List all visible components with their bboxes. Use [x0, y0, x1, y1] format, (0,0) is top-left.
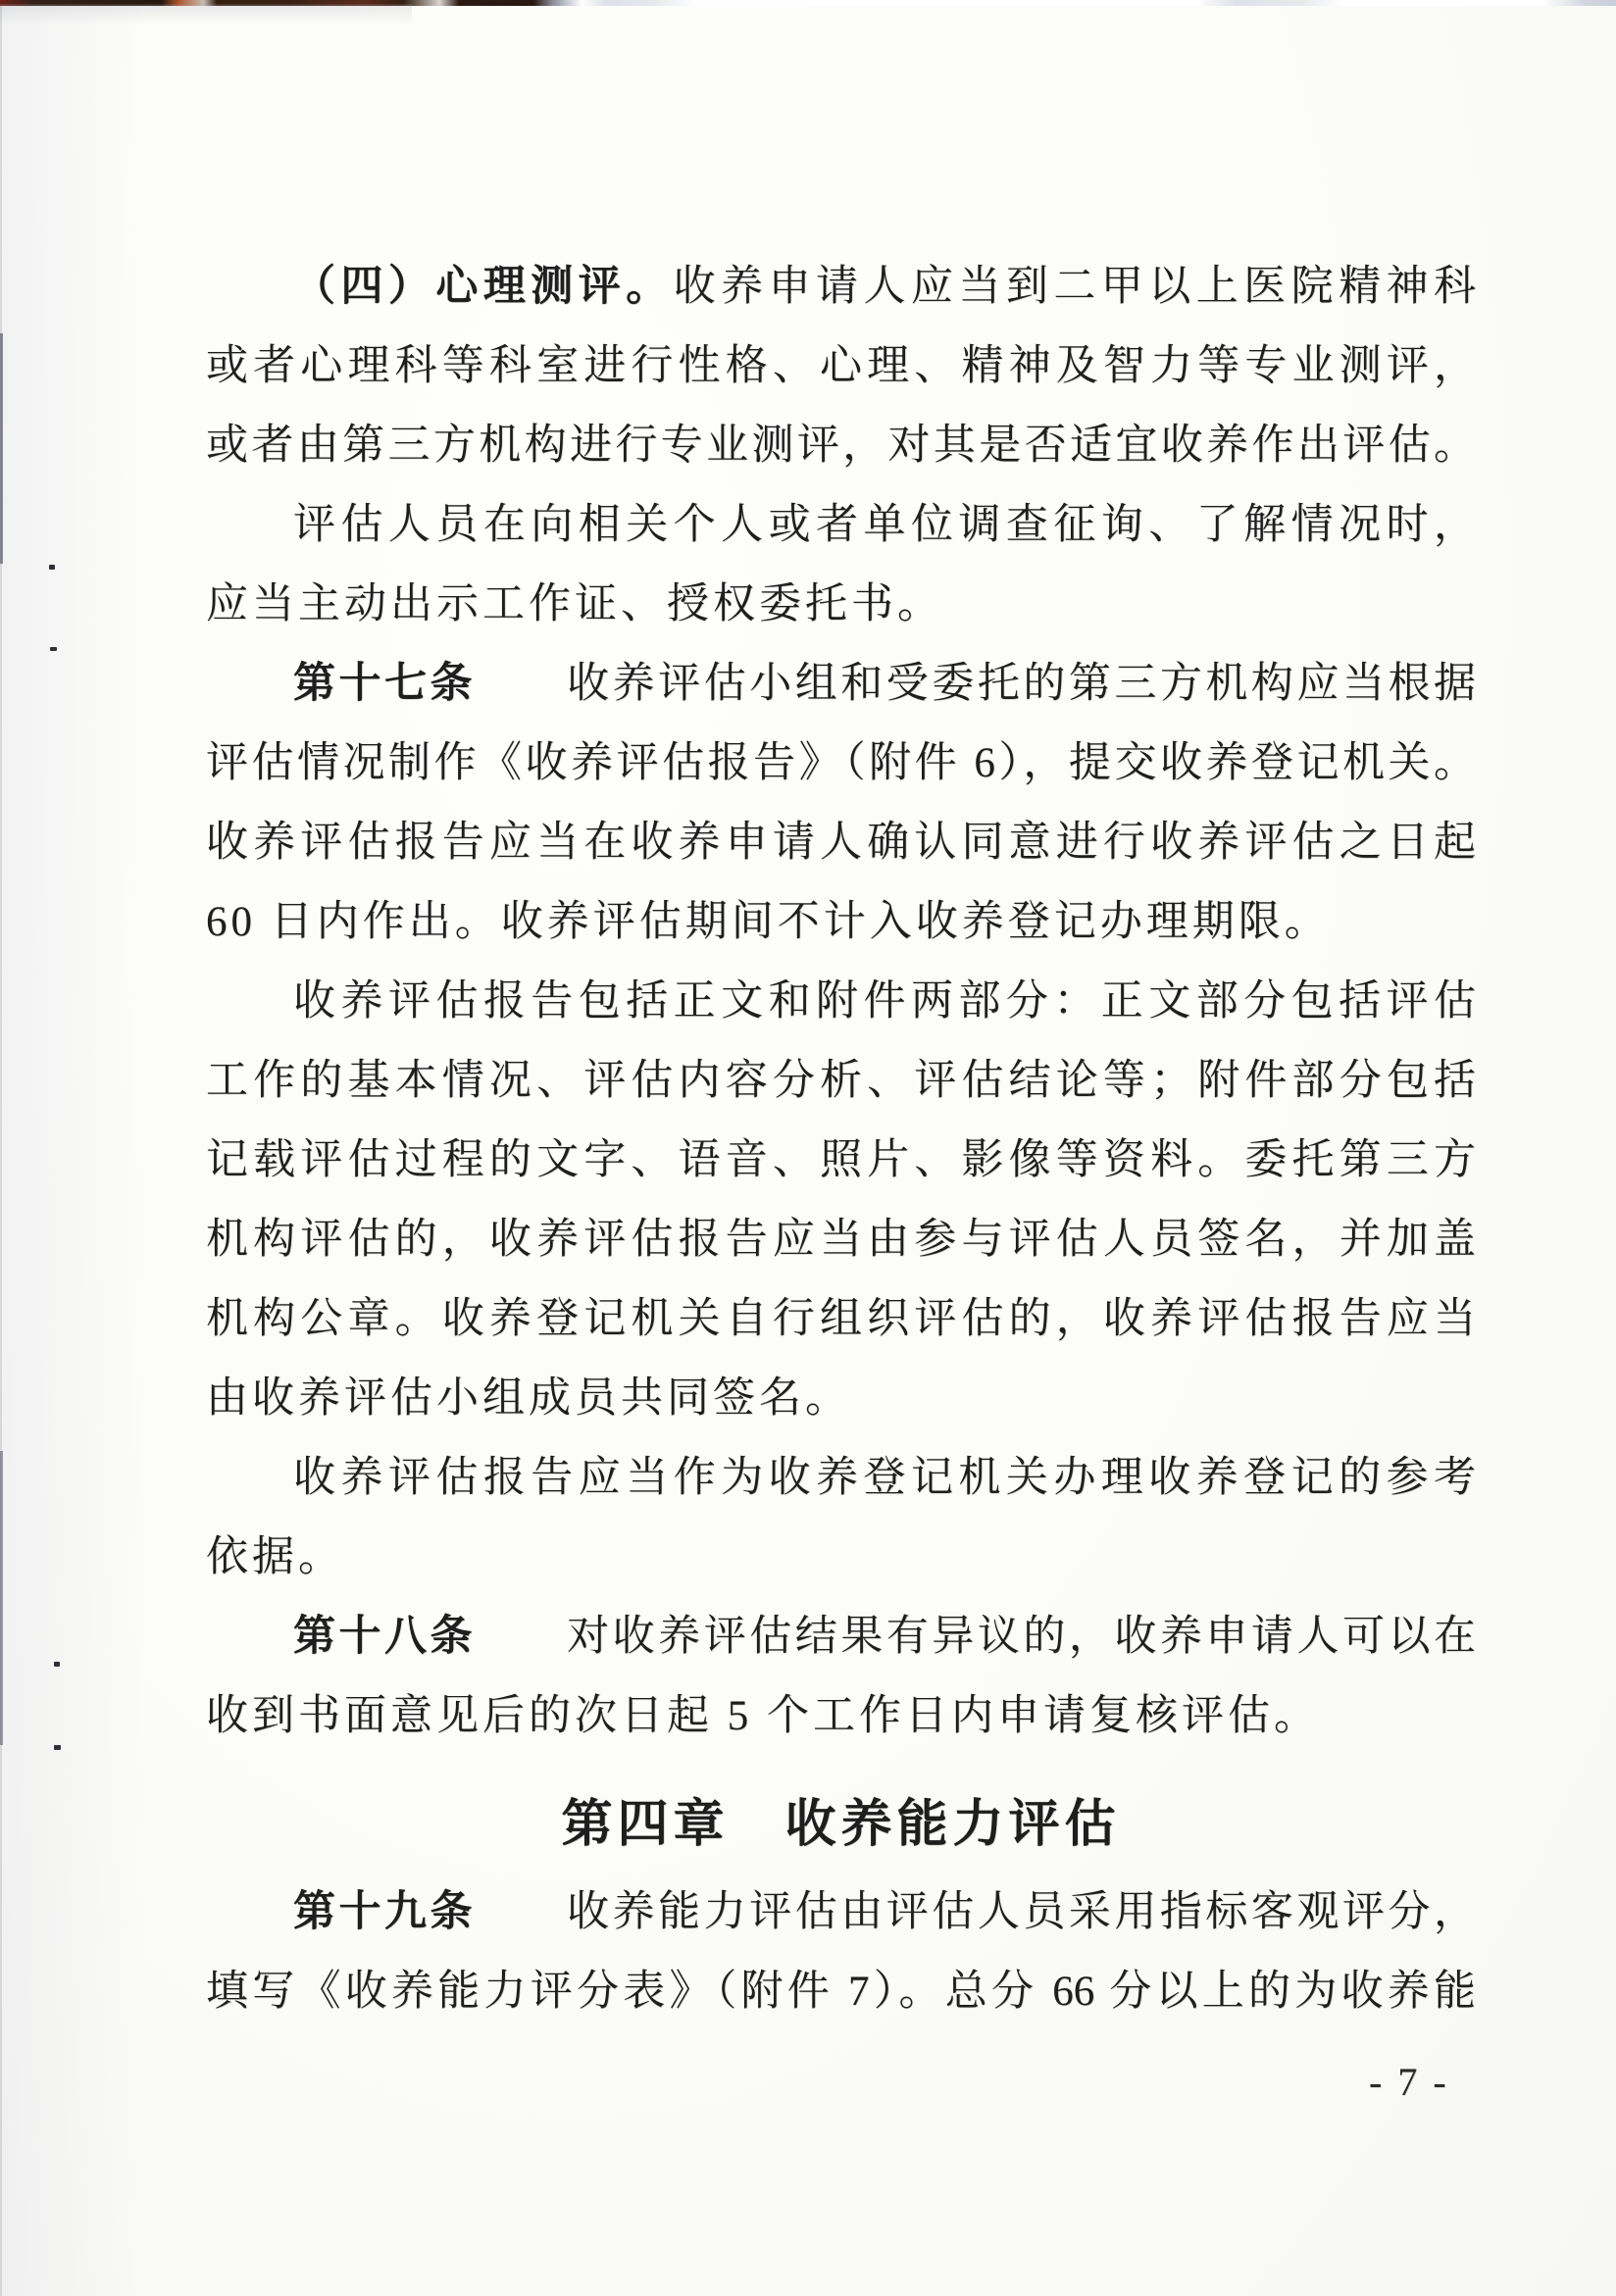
document-line — [206, 882, 1476, 962]
line-text: 收养评估报告应当作为收养登记机关办理收养登记的参考 — [293, 1455, 1476, 1501]
document-line — [206, 1041, 1476, 1121]
bold-label: 第四章 收养能力评估 — [561, 1797, 1121, 1853]
bold-label: 第十七条 — [293, 661, 477, 707]
document-line — [206, 485, 1476, 565]
document-line — [206, 565, 1476, 644]
document-line — [206, 1279, 1476, 1359]
line-text: 收养评估报告包括正文和附件两部分：正文部分包括评估 — [293, 978, 1476, 1024]
document-line — [206, 326, 1476, 406]
scan-left-edge-segment — [0, 333, 3, 564]
line-text: 工作的基本情况、评估内容分析、评估结论等；附件部分包括 — [206, 1058, 1476, 1104]
document-line — [206, 1952, 1476, 2031]
line-text: 收养能力评估由评估人员采用指标客观评分， — [476, 1889, 1477, 1935]
document-line — [206, 803, 1476, 882]
document-line — [206, 1121, 1476, 1200]
document-line — [206, 962, 1476, 1041]
scan-top-smudge — [0, 4, 412, 27]
line-text: 记载评估过程的文字、语音、照片、影像等资料。委托第三方 — [206, 1137, 1476, 1183]
line-text: 机构公章。收养登记机关自行组织评估的，收养评估报告应当 — [206, 1296, 1476, 1342]
line-text: 评估情况制作《收养评估报告》（附件 6），提交收养登记机关。 — [206, 740, 1476, 786]
scan-speck — [50, 647, 57, 651]
bold-label: 第十九条 — [293, 1889, 477, 1935]
scan-left-edge-segment — [0, 1451, 3, 1745]
chapter-heading — [206, 1785, 1476, 1865]
line-text: 依据。 — [206, 1534, 344, 1580]
document-line — [206, 1200, 1476, 1279]
line-text: 收到书面意见后的次日起 5 个工作日内申请复核评估。 — [206, 1693, 1320, 1739]
document-line — [206, 1518, 1476, 1597]
document-line — [206, 644, 1476, 724]
bold-label: （四）心理测评。 — [293, 264, 674, 310]
document-line — [206, 1676, 1476, 1756]
document-line — [206, 1597, 1476, 1676]
line-text: 评估人员在向相关个人或者单位调查征询、了解情况时， — [293, 502, 1476, 548]
document-line — [206, 1872, 1476, 1952]
document-line — [206, 247, 1476, 326]
line-text: 或者心理科等科室进行性格、心理、精神及智力等专业测评， — [206, 343, 1476, 389]
scan-speck — [49, 565, 55, 570]
line-text: 60 日内作出。收养评估期间不计入收养登记办理期限。 — [206, 899, 1331, 945]
line-text: 收养评估小组和受委托的第三方机构应当根据 — [476, 661, 1477, 707]
line-text: 机构评估的，收养评估报告应当由参与评估人员签名，并加盖 — [206, 1217, 1476, 1263]
document-line — [206, 724, 1476, 803]
document-line — [206, 1359, 1476, 1438]
scan-speck — [54, 1662, 60, 1667]
line-text: 或者由第三方机构进行专业测评，对其是否适宜收养作出评估。 — [206, 423, 1476, 469]
line-text: 收养评估报告应当在收养申请人确认同意进行收养评估之日起 — [206, 820, 1476, 866]
page-number: - 7 - — [1369, 2060, 1449, 2104]
line-text: 对收养评估结果有异议的，收养申请人可以在 — [476, 1614, 1477, 1660]
line-text: 填写《收养能力评分表》（附件 7）。总分 66 分以上的为收养能 — [206, 1969, 1476, 2015]
line-text: 应当主动出示工作证、授权委托书。 — [206, 581, 943, 627]
bold-label: 第十八条 — [293, 1614, 477, 1660]
document-body — [206, 247, 1476, 2031]
line-text: 收养申请人应当到二甲以上医院精神科 — [673, 264, 1477, 310]
document-line — [206, 406, 1476, 485]
document-line — [206, 1438, 1476, 1518]
scan-speck — [54, 1745, 61, 1750]
line-text: 由收养评估小组成员共同签名。 — [206, 1375, 851, 1422]
